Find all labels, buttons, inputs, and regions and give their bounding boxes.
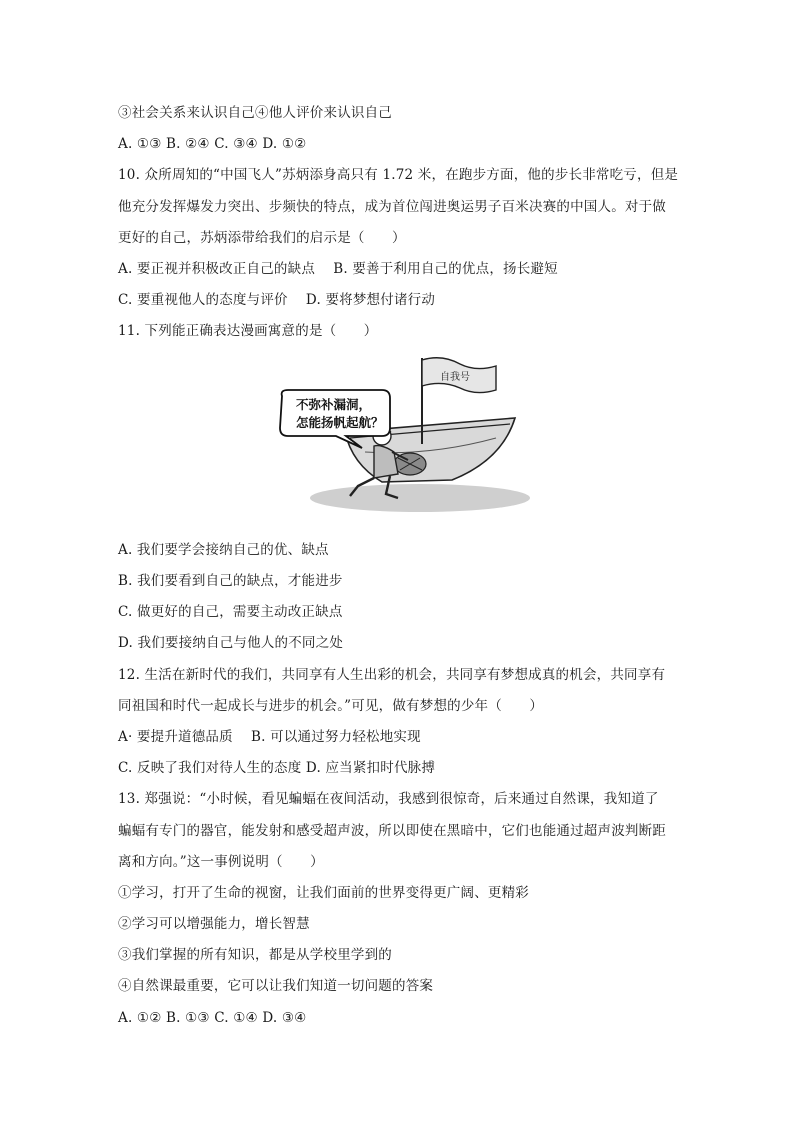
q10-stem-line-1: 10. 众所周知的“中国飞人”苏炳添身高只有 1.72 米，在跑步方面，他的步长非常吃亏，但是 bbox=[118, 167, 679, 183]
q13-statement-4: ④自然课最重要，它可以让我们知道一切问题的答案 bbox=[118, 978, 434, 994]
q11-choice-c: C. 做更好的自己，需要主动改正缺点 bbox=[118, 604, 343, 620]
q9-option-line: ③社会关系来认识自己④他人评价来认识自己 bbox=[118, 105, 392, 121]
q13-statement-1: ①学习，打开了生命的视窗，让我们面前的世界变得更广阔、更精彩 bbox=[118, 885, 529, 901]
q11-choice-d: D. 我们要接纳自己与他人的不同之处 bbox=[118, 635, 344, 651]
q11-choice-a: A. 我们要学会接纳自己的优、缺点 bbox=[118, 542, 329, 558]
q10-choices-cd: C. 要重视他人的态度与评价 D. 要将梦想付诸行动 bbox=[118, 292, 436, 308]
q12-choices-cd: C. 反映了我们对待人生的态度 D. 应当紧扣时代脉搏 bbox=[118, 760, 436, 776]
q12-stem-line-2: 同祖国和时代一起成长与进步的机会。”可见，做有梦想的少年（ ） bbox=[118, 698, 544, 714]
q13-answer-choices: A. ①② B. ①③ C. ①④ D. ③④ bbox=[118, 1010, 307, 1026]
q13-statement-3: ③我们掌握的所有知识，都是从学校里学到的 bbox=[118, 947, 392, 963]
bubble-line-2: 怎能扬帆起航？ bbox=[296, 415, 384, 430]
q10-stem-line-3: 更好的自己，苏炳添带给我们的启示是（ ） bbox=[118, 230, 406, 246]
q13-stem-line-2: 蝙蝠有专门的器官，能发射和感受超声波，所以即使在黑暗中，它们也能通过超声波判断距 bbox=[118, 823, 666, 839]
cartoon-illustration bbox=[270, 352, 530, 518]
ground-shadow bbox=[310, 484, 530, 512]
flag-label: 自我号 bbox=[440, 372, 470, 383]
q9-answer-choices: A. ①③ B. ②④ C. ③④ D. ①② bbox=[118, 136, 307, 152]
q12-stem-line-1: 12. 生活在新时代的我们，共同享有人生出彩的机会，共同享有梦想成真的机会，共同享有 bbox=[118, 667, 666, 683]
q13-stem-line-3: 离和方向。”这一事例说明（ ） bbox=[118, 854, 324, 870]
q12-choices-ab: A· 要提升道德品质 B. 可以通过努力轻松地实现 bbox=[118, 729, 421, 745]
q11-stem: 11. 下列能正确表达漫画寓意的是（ ） bbox=[118, 323, 378, 339]
q11-choice-b: B. 我们要看到自己的缺点，才能进步 bbox=[118, 573, 343, 589]
q10-choices-ab: A. 要正视并积极改正自己的缺点 B. 要善于利用自己的优点，扬长避短 bbox=[118, 261, 558, 277]
bubble-line-1: 不弥补漏洞， bbox=[296, 397, 372, 412]
q10-stem-line-2: 他充分发挥爆发力突出、步频快的特点，成为首位闯进奥运男子百米决赛的中国人。对于做 bbox=[118, 199, 666, 215]
q13-stem-line-1: 13. 郑强说：“小时候，看见蝙蝠在夜间活动，我感到很惊奇，后来通过自然课，我知道了 bbox=[118, 791, 659, 807]
cartoon-svg bbox=[270, 352, 530, 518]
q13-statement-2: ②学习可以增强能力，增长智慧 bbox=[118, 916, 310, 932]
